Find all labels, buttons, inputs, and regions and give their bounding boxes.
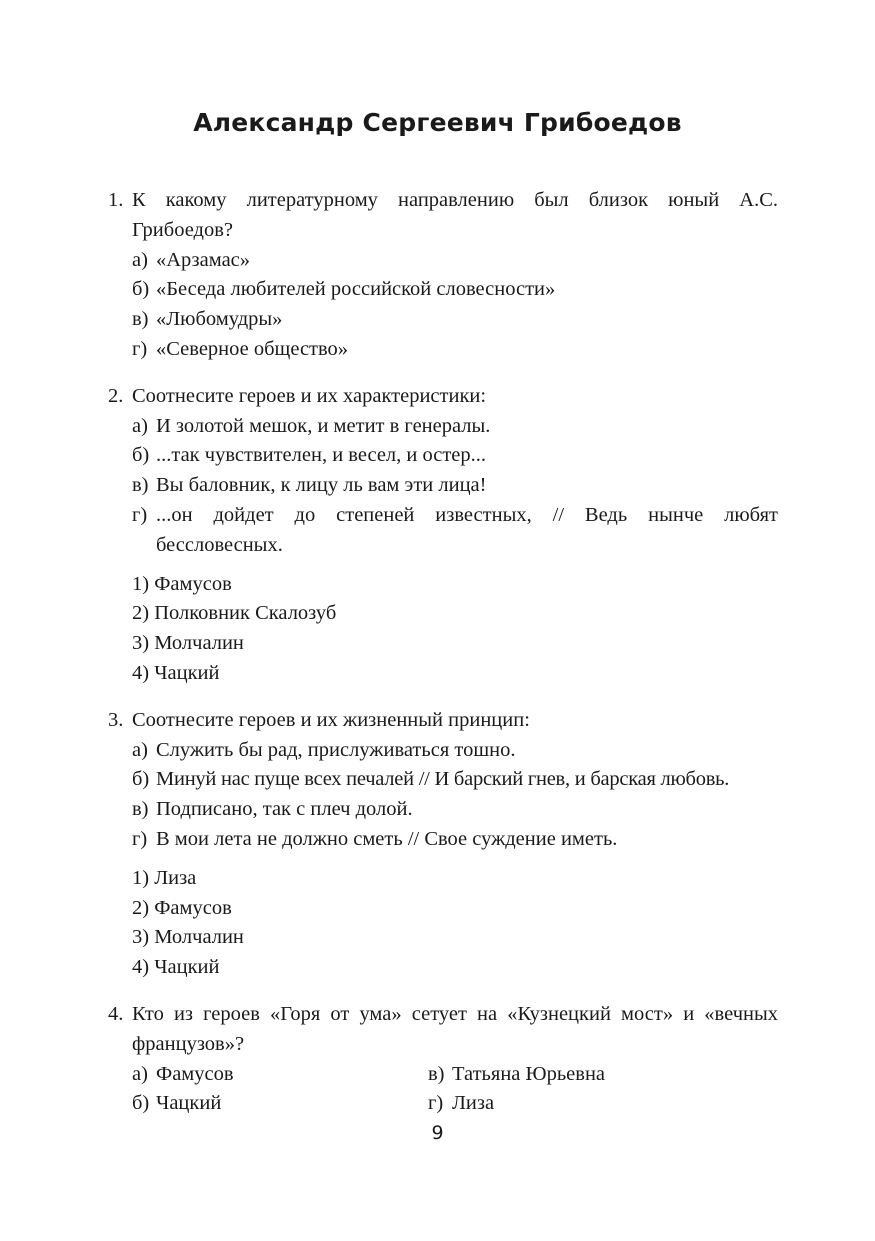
option — [132, 275, 778, 305]
option — [428, 1089, 778, 1119]
option-letter: а) — [132, 414, 148, 437]
option-text: «Любомудры» — [156, 308, 283, 331]
question-text: Соотнесите героев и их жизненный принцип: — [132, 708, 530, 731]
option-letter: в) — [428, 1062, 445, 1085]
question-3 — [108, 706, 778, 983]
option-letter: а) — [132, 738, 148, 761]
question-header — [108, 1000, 778, 1060]
option — [132, 471, 778, 501]
option-letter: б) — [132, 1092, 150, 1115]
option-list — [108, 736, 778, 855]
answer-item: 4) Чацкий — [132, 661, 220, 684]
option-letter: б) — [132, 444, 150, 467]
option — [428, 1060, 778, 1090]
answer-list — [108, 570, 778, 689]
option-list — [108, 246, 778, 365]
answer-item: 1) Лиза — [132, 866, 197, 889]
option — [132, 501, 778, 561]
option-letter: б) — [132, 768, 150, 791]
question-text: К какому литературному направлению был близок юный А.С. Грибоедов? — [132, 189, 778, 241]
option-letter: а) — [132, 1062, 148, 1085]
option-text: Чацкий — [156, 1092, 222, 1115]
option-letter: в) — [132, 308, 149, 331]
option — [132, 335, 778, 365]
option-text: Фамусов — [156, 1062, 234, 1085]
option-text: «Арзамас» — [156, 248, 251, 271]
option-grid — [108, 1060, 778, 1120]
question-4 — [108, 1000, 778, 1119]
page-title: Александр Сергеевич Грибоедов — [193, 108, 682, 137]
option-text: «Беседа любителей российской словесности» — [156, 278, 556, 301]
question-header — [108, 382, 778, 412]
answer-item: 1) Фамусов — [132, 572, 232, 595]
answer-item: 2) Полковник Скалозуб — [132, 602, 337, 625]
option-letter: г) — [132, 827, 148, 850]
answer-item: 2) Фамусов — [132, 896, 232, 919]
option-text: В мои лета не должно сметь // Свое суждение иметь. — [156, 827, 618, 850]
option — [132, 246, 778, 276]
option — [132, 305, 778, 335]
option-text: Служить бы рад, прислуживаться тошно. — [156, 738, 516, 761]
answer-item: 3) Молчалин — [132, 632, 244, 655]
test-content — [108, 186, 778, 1136]
question-2 — [108, 382, 778, 689]
question-1 — [108, 186, 778, 365]
question-text: Соотнесите героев и их характеристики: — [132, 384, 487, 407]
option-text: Вы баловник, к лицу ль вам эти лица! — [156, 474, 487, 497]
question-number: 1. — [108, 189, 124, 211]
option-text: Минуй нас пуще всех печалей // И барский гнев, и барская любовь. — [156, 768, 730, 791]
option-letter: г) — [428, 1092, 444, 1115]
option-letter: в) — [132, 798, 149, 821]
option-letter: б) — [132, 278, 150, 301]
question-number: 2. — [108, 384, 124, 407]
option-text: Подписано, так с плеч долой. — [156, 798, 413, 821]
option-text: И золотой мешок, и метит в генералы. — [156, 414, 491, 437]
answer-list — [108, 864, 778, 983]
option-text: Лиза — [452, 1092, 495, 1115]
option-text: Татьяна Юрьевна — [452, 1062, 606, 1085]
option-letter: в) — [132, 474, 149, 497]
option-letter: а) — [132, 248, 148, 271]
question-header — [108, 186, 778, 246]
option — [132, 736, 778, 766]
option — [132, 412, 778, 442]
question-text: Кто из героев «Горя от ума» сетует на «Кузнецкий мост» и «вечных французов»? — [132, 1002, 778, 1055]
option-text: «Северное общество» — [156, 337, 349, 360]
option — [132, 1060, 428, 1090]
option-text: ...он дойдет до степеней известных, // Ведь нынче любят бессловесных. — [156, 503, 778, 556]
option-list — [108, 412, 778, 561]
option-letter: г) — [132, 503, 148, 526]
answer-item: 3) Молчалин — [132, 926, 244, 949]
option-text: ...так чувствителен, и весел, и остер... — [156, 444, 487, 467]
answer-item: 4) Чацкий — [132, 956, 220, 979]
option — [132, 825, 778, 855]
question-number: 4. — [108, 1002, 124, 1025]
option — [132, 795, 778, 825]
page-number: 9 — [431, 1122, 444, 1144]
option — [132, 765, 778, 795]
question-number: 3. — [108, 708, 124, 731]
option — [132, 441, 778, 471]
option-letter: г) — [132, 337, 148, 360]
question-header — [108, 706, 778, 736]
option — [132, 1089, 428, 1119]
